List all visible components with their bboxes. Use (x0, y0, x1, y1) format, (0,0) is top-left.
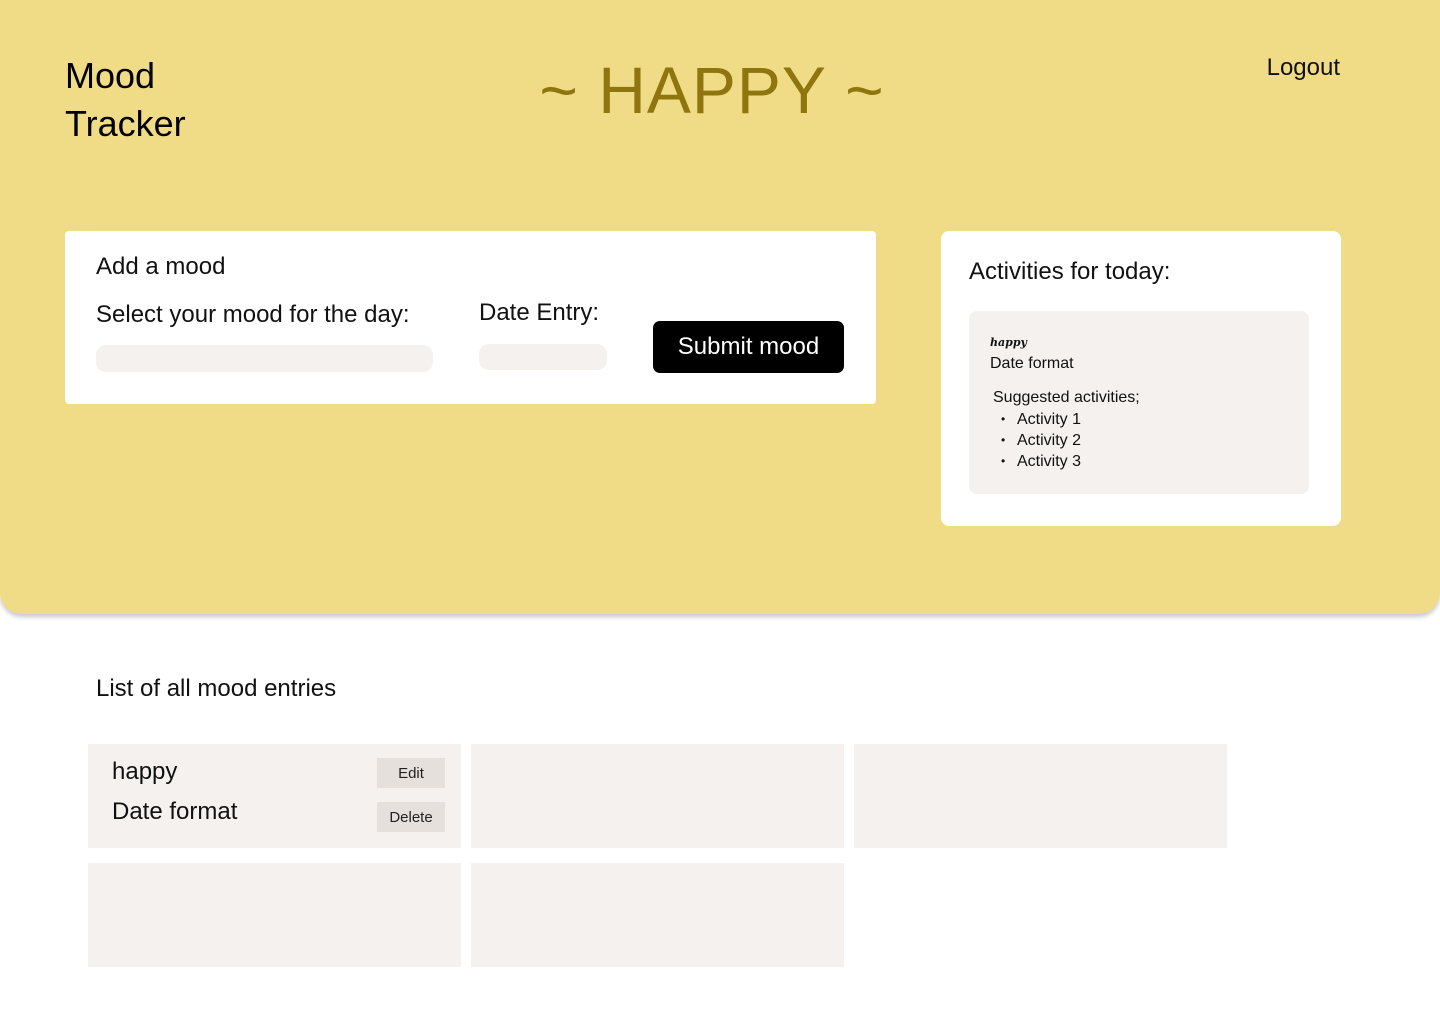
date-entry-input[interactable] (479, 344, 607, 370)
add-mood-title: Add a mood (96, 253, 226, 280)
delete-entry-button[interactable]: Delete (377, 802, 445, 832)
mood-entry-card (88, 744, 461, 848)
date-entry-label: Date Entry: (479, 299, 600, 326)
brand-line-2: Tracker (65, 103, 186, 144)
activity-item: • Activity 3 (1001, 451, 1081, 472)
entry-mood: happy (112, 758, 178, 785)
empty-entry-card (854, 744, 1227, 848)
activity-item: • Activity 1 (1001, 409, 1081, 430)
mood-input[interactable] (96, 345, 433, 372)
edit-entry-button[interactable]: Edit (377, 758, 445, 788)
empty-entry-card (88, 863, 461, 967)
entry-date: Date format (112, 798, 238, 825)
activities-date: Date format (990, 355, 1074, 372)
current-mood-title: ~ HAPPY ~ (539, 53, 885, 127)
empty-entry-card (471, 863, 844, 967)
activity-list (1001, 409, 1081, 472)
brand-line-1: Mood (65, 55, 156, 96)
activities-card (941, 231, 1341, 526)
submit-mood-button[interactable]: Submit mood (653, 321, 844, 373)
activities-mood: happy (990, 336, 1027, 349)
logout-link[interactable]: Logout (1266, 54, 1340, 81)
mood-select-label: Select your mood for the day: (96, 301, 410, 328)
add-mood-card (65, 231, 876, 404)
empty-entry-card (471, 744, 844, 848)
activity-item: • Activity 2 (1001, 430, 1081, 451)
activities-panel (969, 311, 1309, 494)
mood-entries-title: List of all mood entries (96, 675, 337, 702)
suggested-activities-label: Suggested activities; (993, 389, 1140, 406)
activities-title: Activities for today: (969, 258, 1171, 285)
